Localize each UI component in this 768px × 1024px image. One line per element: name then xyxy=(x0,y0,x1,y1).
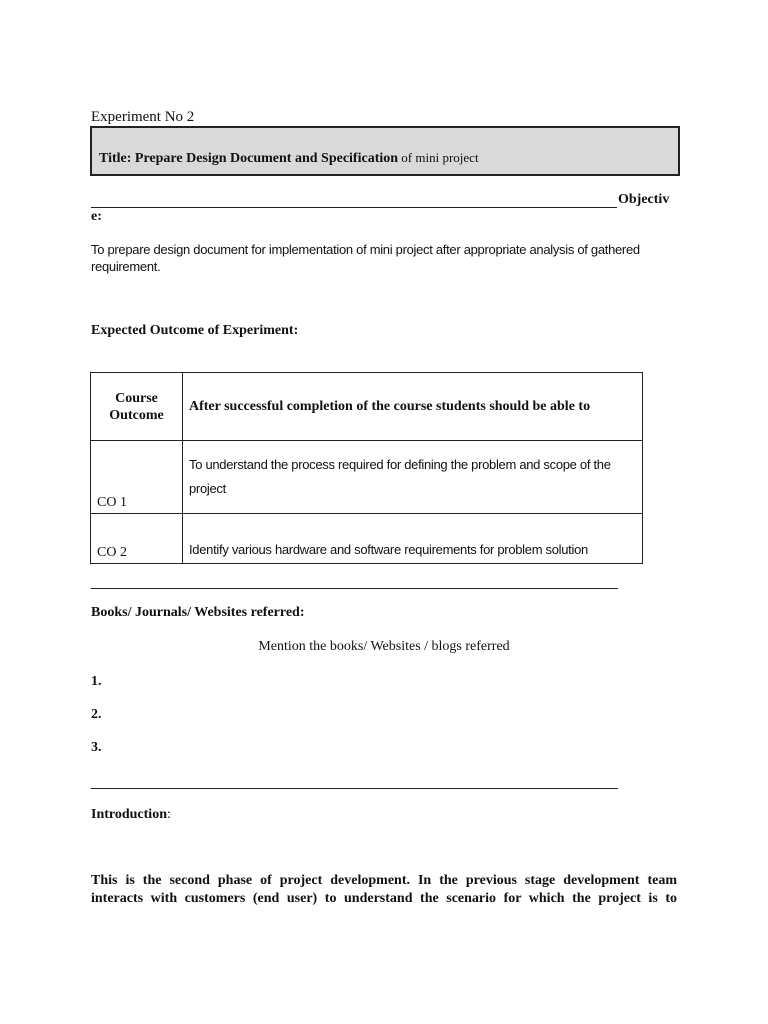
table-row xyxy=(91,514,643,564)
introduction-label: Introduction xyxy=(91,807,167,822)
introduction-paragraph xyxy=(91,872,677,908)
header-course-outcome: Course Outcome xyxy=(91,373,183,441)
introduction-line-2: interacts with customers (end user) to understand the scenario for which the project is to xyxy=(91,891,677,906)
course-outcome-table xyxy=(90,372,643,564)
co-label: CO 2 xyxy=(91,514,183,564)
references-heading: Books/ Journals/ Websites referred: xyxy=(91,605,305,620)
reference-item-2: 2. xyxy=(91,707,102,722)
introduction-line-1: This is the second phase of project development. In the previous stage development team xyxy=(91,873,677,888)
table-header-row xyxy=(91,373,643,441)
section-divider xyxy=(91,788,618,789)
expected-outcome-heading: Expected Outcome of Experiment: xyxy=(91,323,299,338)
reference-item-1: 1. xyxy=(91,674,102,689)
objective-label-part2: e: xyxy=(91,209,102,224)
objective-label-part1: Objectiv xyxy=(618,192,670,207)
introduction-colon: : xyxy=(166,807,171,822)
header-description: After successful completion of the course students should be able to xyxy=(183,373,643,441)
experiment-number: Experiment No 2 xyxy=(91,109,195,125)
reference-item-3: 3. xyxy=(91,740,102,755)
references-instruction: Mention the books/ Websites / blogs referred xyxy=(258,639,510,654)
introduction-heading xyxy=(91,807,171,823)
objective-text: To prepare design document for implementation of mini project after appropriate analysis of gathered requirement. xyxy=(91,242,640,274)
section-divider xyxy=(91,588,618,589)
title-rest: of mini project xyxy=(398,150,479,165)
table-row xyxy=(91,441,643,514)
title-box xyxy=(90,126,680,176)
co-description: To understand the process required for defining the problem and scope of the project xyxy=(183,441,643,514)
objective-underline xyxy=(91,207,617,208)
co-description: Identify various hardware and software requirements for problem solution xyxy=(183,514,643,564)
co-label: CO 1 xyxy=(91,441,183,514)
title-label: Title: Prepare Design Document and Specification xyxy=(99,151,399,166)
document-title xyxy=(99,150,479,167)
